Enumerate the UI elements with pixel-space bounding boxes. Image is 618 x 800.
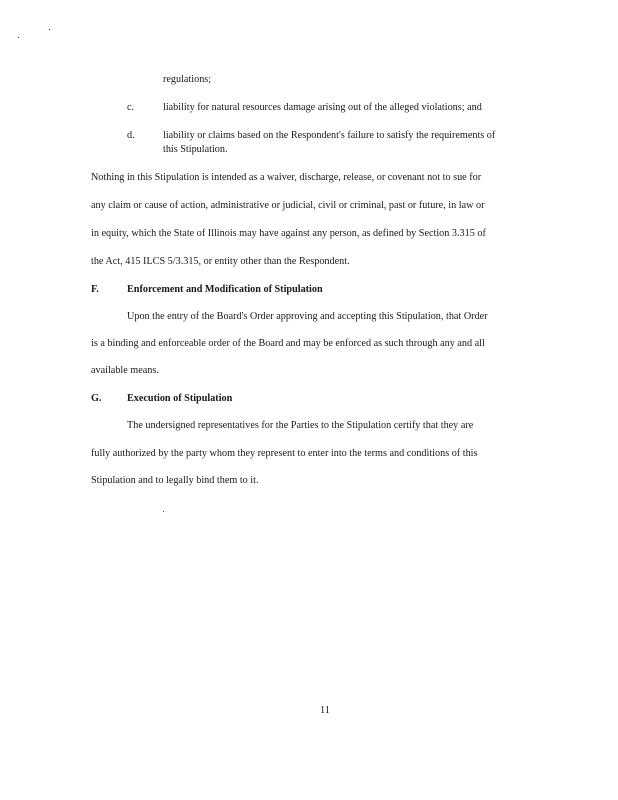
scan-speck xyxy=(18,37,19,38)
list-item-marker: c. xyxy=(127,102,135,113)
section-letter: G. xyxy=(91,393,102,404)
list-item-text: this Stipulation. xyxy=(163,144,228,155)
list-item-text: liability or claims based on the Respondent's failure to satisfy the requirements of xyxy=(163,130,496,141)
paragraph-line: the Act, 415 ILCS 5/3.315, or entity other than the Respondent. xyxy=(91,256,350,267)
paragraph-line: Stipulation and to legally bind them to it. xyxy=(91,475,259,486)
paragraph-line: The undersigned representatives for the Parties to the Stipulation certify that they are xyxy=(127,420,474,431)
page-number: 11 xyxy=(320,705,330,716)
paragraph-line: available means. xyxy=(91,365,159,376)
list-continuation: regulations; xyxy=(163,74,212,85)
scan-speck xyxy=(49,29,50,30)
paragraph-line: any claim or cause of action, administrative or judicial, civil or criminal, past or future, in law or xyxy=(91,200,485,211)
paragraph-line: fully authorized by the party whom they represent to enter into the terms and conditions of this xyxy=(91,448,478,459)
scan-speck xyxy=(163,511,164,512)
section-heading: Execution of Stipulation xyxy=(127,393,233,404)
list-item-marker: d. xyxy=(127,130,135,141)
list-item-text: liability for natural resources damage arising out of the alleged violations; and xyxy=(163,102,482,113)
section-heading: Enforcement and Modification of Stipulation xyxy=(127,284,323,295)
paragraph-line: Nothing in this Stipulation is intended as a waiver, discharge, release, or covenant not to sue for xyxy=(91,172,482,183)
paragraph-line: Upon the entry of the Board's Order approving and accepting this Stipulation, that Order xyxy=(127,311,488,322)
paragraph-line: is a binding and enforceable order of the Board and may be enforced as such through any and all xyxy=(91,338,485,349)
paragraph-line: in equity, which the State of Illinois may have against any person, as defined by Section 3.315 of xyxy=(91,228,486,239)
section-letter: F. xyxy=(91,284,99,295)
